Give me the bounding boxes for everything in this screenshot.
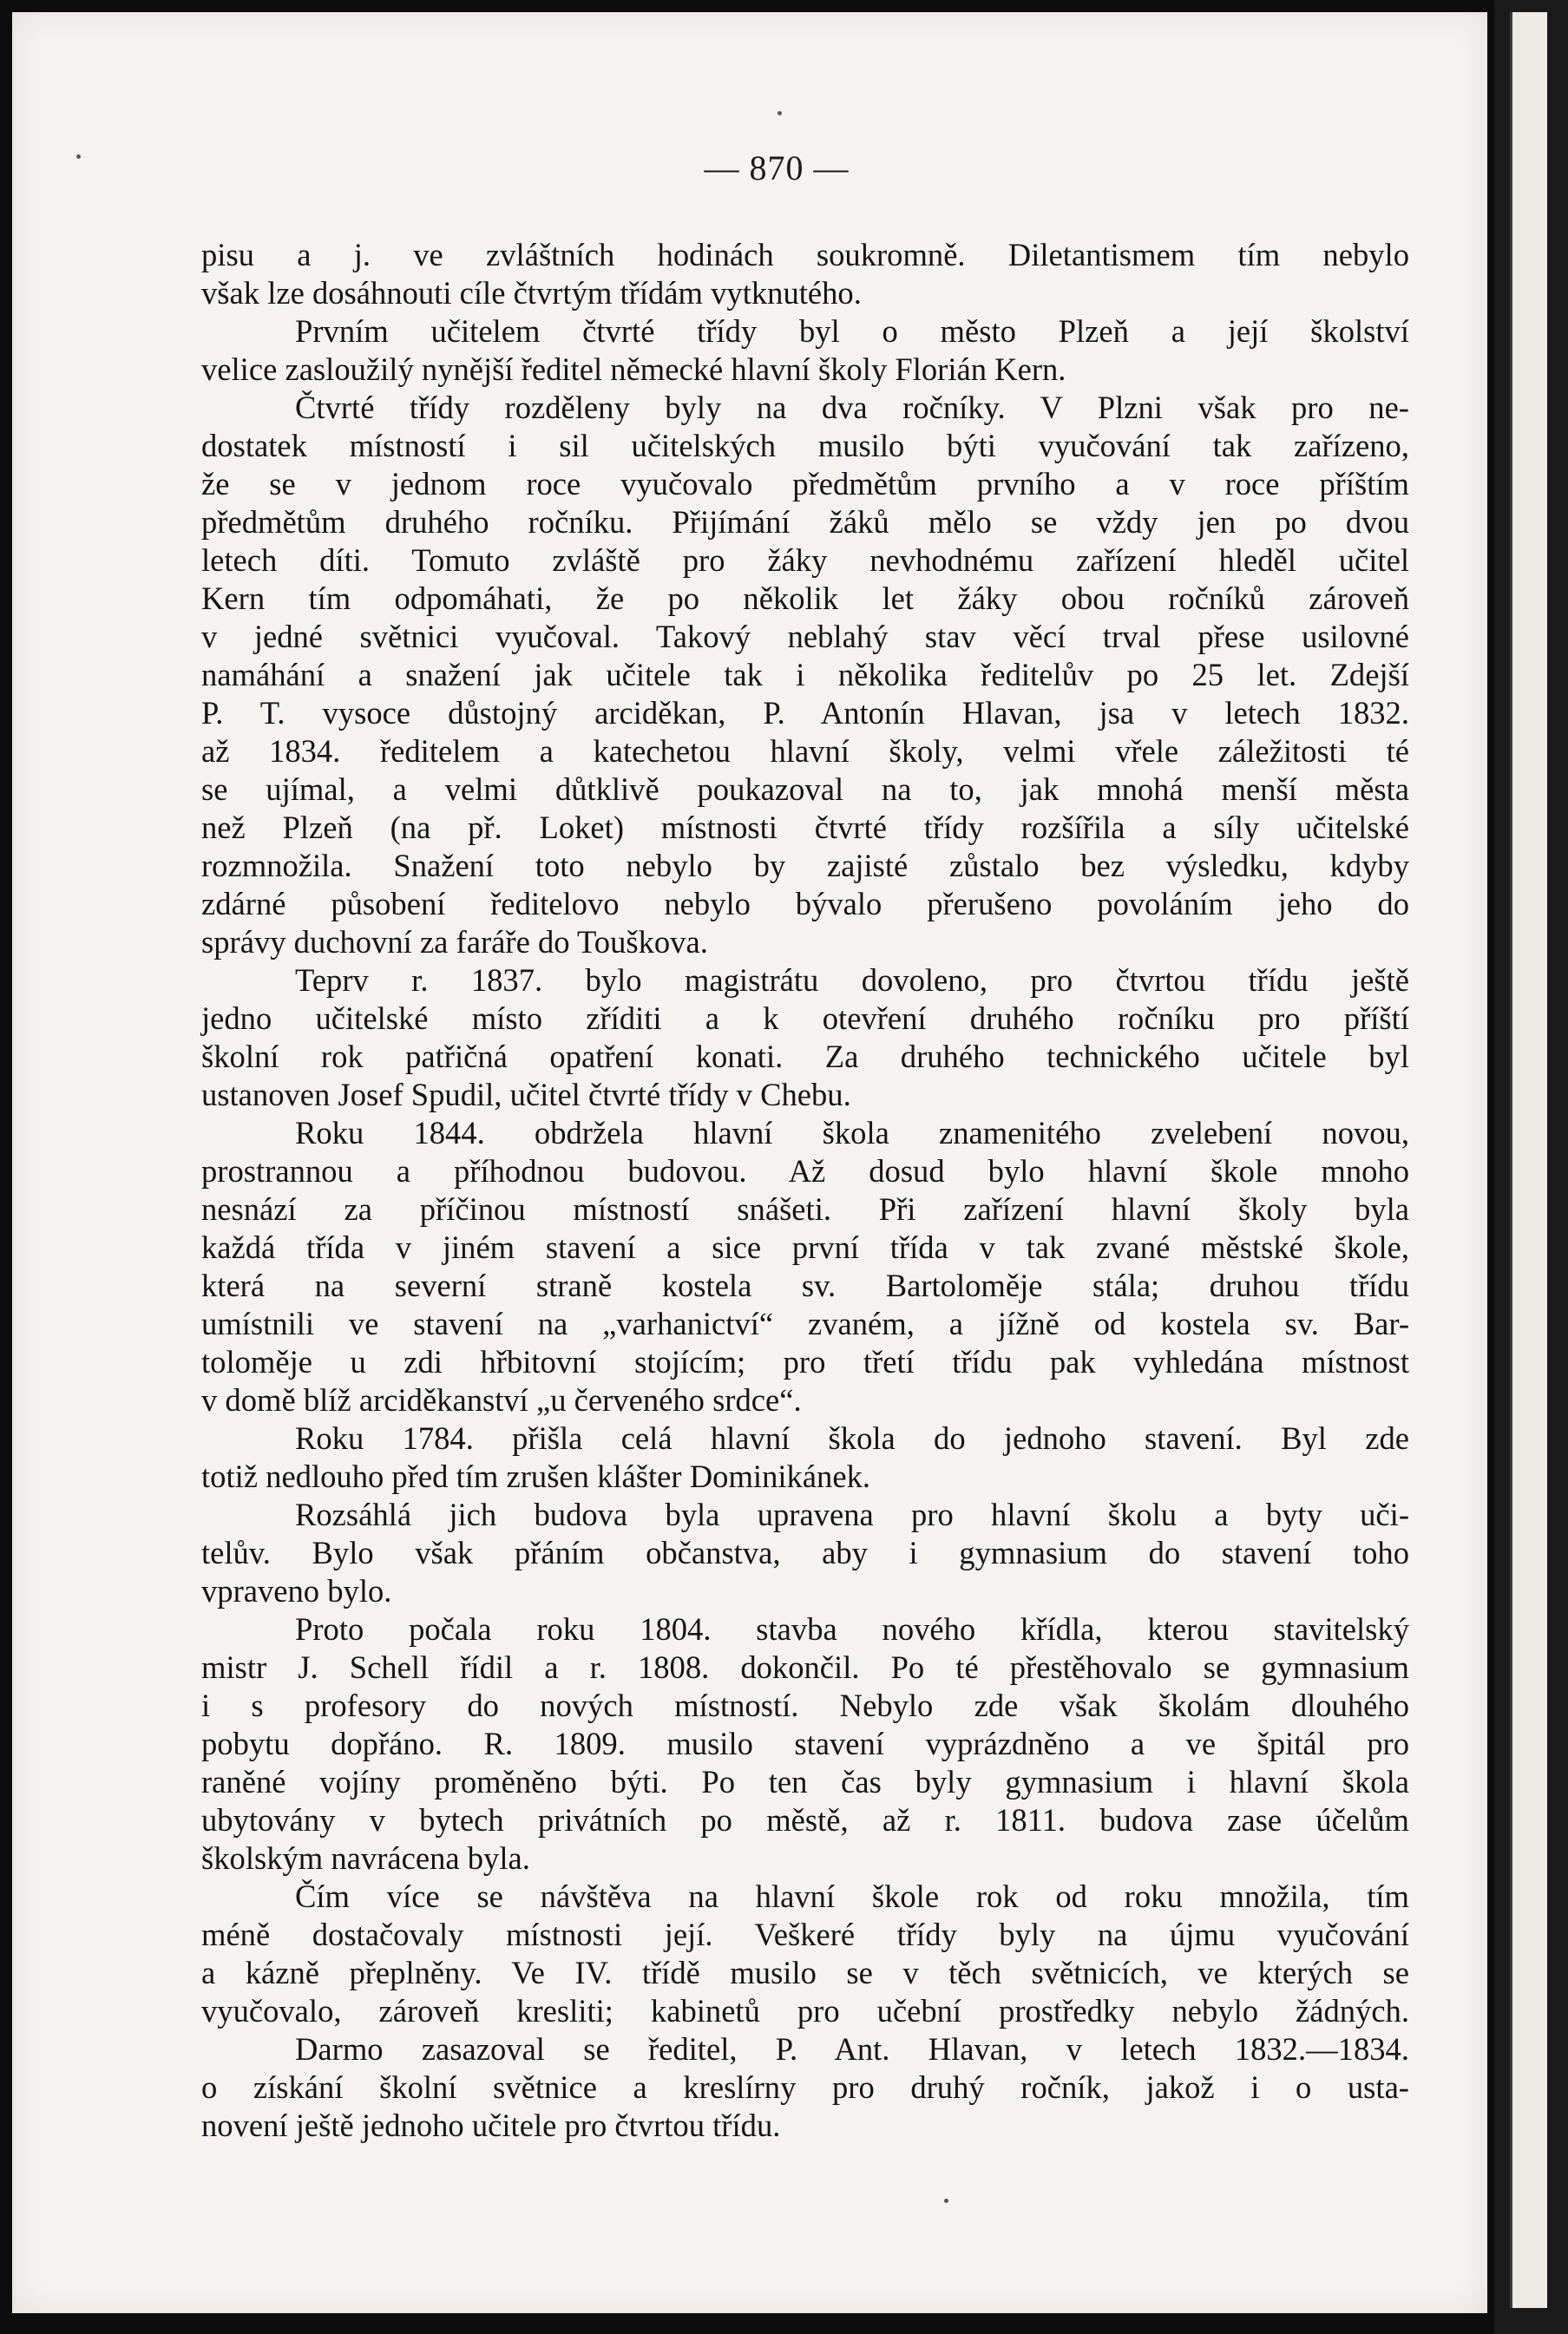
text-line: raněné vojíny proměněno býti. Po ten čas byly gymnasium i hlavní škola	[201, 1764, 1409, 1800]
text-line: až 1834. ředitelem a katechetou hlavní školy, velmi vřele záležitosti té	[201, 733, 1409, 769]
text-line: vpraveno bylo.	[201, 1573, 392, 1609]
text-line: Kern tím odpomáhati, že po několik let žáky obou ročníků zároveň	[201, 580, 1409, 616]
text-line: však lze dosáhnouti cíle čtvrtým třídám vytknutého.	[201, 275, 862, 311]
text-line: méně dostačovaly místnosti její. Veškeré třídy byly na újmu vyučování	[201, 1917, 1409, 1952]
text-line: jedno učitelské místo zříditi a k otevření druhého ročníku pro příští	[201, 1000, 1409, 1036]
text-line: vyučovalo, zároveň kresliti; kabinetů pro učební prostředky nebylo žádných.	[201, 1993, 1409, 2029]
text-line: ustanoven Josef Spudil, učitel čtvrté třídy v Chebu.	[201, 1077, 851, 1112]
text-line: zdárné působení ředitelovo nebylo bývalo přerušeno povoláním jeho do	[201, 886, 1409, 921]
text-line: školským navrácena byla.	[201, 1840, 530, 1876]
text-line: rozmnožila. Snažení toto nebylo by zajisté zůstalo bez výsledku, kdyby	[201, 848, 1409, 883]
text-line: správy duchovní za faráře do Touškova.	[201, 924, 708, 960]
text-line: Teprv r. 1837. bylo magistrátu dovoleno, pro čtvrtou třídu ještě	[295, 962, 1409, 998]
text-line: Čím více se návštěva na hlavní škole rok od roku množila, tím	[295, 1878, 1409, 1914]
text-line: prostrannou a příhodnou budovou. Až dosud bylo hlavní škole mnoho	[201, 1153, 1409, 1189]
text-line: mistr J. Schell řídil a r. 1808. dokončil. Po té přestěhovalo se gymnasium	[201, 1649, 1409, 1685]
text-line: a kázně přeplněny. Ve IV. třídě musilo se v těch světnicích, ve kterých se	[201, 1955, 1409, 1990]
text-line: Čtvrté třídy rozděleny byly na dva ročníky. V Plzni však pro ne-	[295, 390, 1409, 425]
text-line: letech díti. Tomuto zvláště pro žáky nevhodnému zařízení hleděl učitel	[201, 542, 1409, 578]
text-line: pisu a j. ve zvláštních hodinách soukromně. Diletantismem tím nebylo	[201, 237, 1409, 272]
speck	[777, 111, 782, 115]
text-line: ubytovány v bytech privátních po městě, až r. 1811. budova zase účelům	[201, 1802, 1409, 1838]
text-line: Roku 1844. obdržela hlavní škola znamenitého zvelebení novou,	[295, 1115, 1409, 1151]
body-text	[201, 236, 1409, 2145]
text-line: umístnili ve stavení na „varhanictví“ zvaném, a jížně od kostela sv. Bar-	[201, 1306, 1409, 1341]
text-line: v jedné světnici vyučoval. Takový neblahý stav věcí trval přese usilovné	[201, 619, 1409, 654]
speck	[944, 2199, 948, 2203]
text-line: P. T. vysoce důstojný arciděkan, P. Antonín Hlavan, jsa v letech 1832.	[201, 695, 1409, 731]
text-line: i s profesory do nových místností. Nebylo zde však školám dlouhého	[201, 1688, 1409, 1723]
text-line: která na severní straně kostela sv. Bartoloměje stála; druhou třídu	[201, 1268, 1409, 1303]
text-line: předmětům druhého ročníku. Přijímání žáků mělo se vždy jen po dvou	[201, 504, 1409, 540]
text-line: než Plzeň (na př. Loket) místnosti čtvrté třídy rozšířila a síly učitelské	[201, 810, 1409, 845]
adjacent-page-edge	[1494, 0, 1568, 2334]
text-line: dostatek místností i sil učitelských musilo býti vyučování tak zařízeno,	[201, 428, 1409, 463]
text-line: každá třída v jiném stavení a sice první třída v tak zvané městské škole,	[201, 1229, 1409, 1265]
text-line: namáhání a snažení jak učitele tak i několika ředitelův po 25 let. Zdejší	[201, 657, 1409, 692]
adjacent-page-sliver	[1510, 12, 1547, 2308]
text-line: Prvním učitelem čtvrté třídy byl o město Plzeň a její školství	[295, 313, 1409, 349]
text-line: o získání školní světnice a kreslírny pro druhý ročník, jakož i o usta-	[201, 2069, 1409, 2105]
text-line: pobytu dopřáno. R. 1809. musilo stavení vyprázdněno a ve špitál pro	[201, 1726, 1409, 1761]
text-line: velice zasloužilý nynější ředitel německé hlavní školy Florián Kern.	[201, 351, 1066, 387]
text-line: Darmo zasazoval se ředitel, P. Ant. Hlavan, v letech 1832.—1834.	[295, 2031, 1409, 2067]
text-line: Rozsáhlá jich budova byla upravena pro hlavní školu a byty uči-	[295, 1497, 1409, 1532]
text-line: Proto počala roku 1804. stavba nového křídla, kterou stavitelský	[295, 1611, 1409, 1647]
text-line: toloměje u zdi hřbitovní stojícím; pro třetí třídu pak vyhledána místnost	[201, 1344, 1409, 1380]
text-line: telův. Bylo však přáním občanstva, aby i gymnasium do stavení toho	[201, 1535, 1409, 1570]
page-number: — 870 —	[704, 148, 850, 187]
text-line: nesnází za příčinou místností snášeti. Při zařízení hlavní školy byla	[201, 1191, 1409, 1227]
text-line: školní rok patřičná opatření konati. Za druhého technického učitele byl	[201, 1039, 1409, 1074]
text-line: se ujímal, a velmi důtklivě poukazoval na to, jak mnohá menší města	[201, 771, 1409, 807]
text-line: totiž nedlouho před tím zrušen klášter Dominikánek.	[201, 1459, 870, 1494]
text-line: v domě blíž arciděkanství „u červeného srdce“.	[201, 1382, 802, 1418]
text-line: novení ještě jednoho učitele pro čtvrtou třídu.	[201, 2108, 781, 2143]
text-line: že se v jednom roce vyučovalo předmětům prvního a v roce příštím	[201, 466, 1409, 502]
text-line: Roku 1784. přišla celá hlavní škola do jednoho stavení. Byl zde	[295, 1420, 1409, 1456]
